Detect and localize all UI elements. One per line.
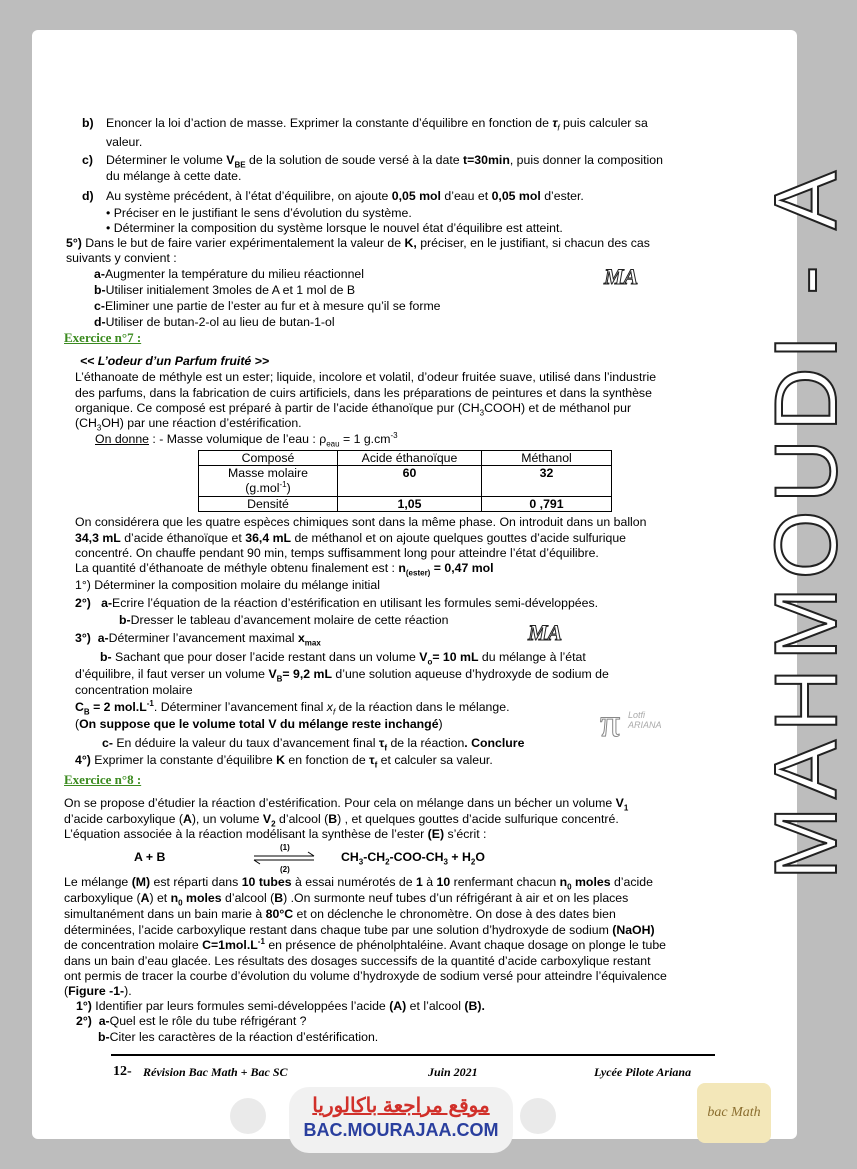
- table-cell: 60: [338, 466, 482, 497]
- equation-left: A + B: [134, 850, 166, 864]
- table-cell: 32: [482, 466, 612, 497]
- ex8-p2: carboxylique (A) et $n_0$ moles d’alcool (B) .On surmonte neuf tubes d’un réfrigérant à air et on les places: [64, 891, 629, 908]
- q5-d: d-Utiliser de butan-2-ol au lieu de butan-1-ol: [94, 315, 335, 329]
- table-header-row: [199, 451, 612, 466]
- ex7-q4: 4°) Exprimer la constante d’équilibre K en fonction de $\tau_f$ et calculer sa valeur.: [75, 753, 493, 770]
- table-row: [199, 497, 612, 512]
- ex7-on-donne: On donne : - Masse volumique de l’eau : $\rho_{eau} = 1$ $g.cm^{-3}$: [95, 430, 398, 449]
- q-d-bullet1: • Préciser en le justifiant le sens d’évolution du système.: [106, 206, 412, 220]
- table-cell: Masse molaire (g.mol$^{-1}$): [199, 466, 338, 497]
- footer-rule: [111, 1054, 715, 1056]
- table-cell: 1,05: [338, 497, 482, 512]
- ex7-subtitle: << L’odeur d’un Parfum fruité >>: [80, 354, 270, 368]
- q-b-line2: valeur.: [106, 135, 143, 149]
- q5-line2: suivants y convient :: [66, 251, 177, 265]
- q5-c: c-Eliminer une partie de l’ester au fur et à mesure qu’il se forme: [94, 299, 441, 313]
- footer-right: Lycée Pilote Ariana: [594, 1065, 692, 1079]
- side-title: MAHMOUDI - A: [756, 163, 855, 880]
- ex7-q2b: b-Dresser le tableau d’avancement molaire de cette réaction: [119, 613, 449, 627]
- equilibrium-arrow: [250, 843, 320, 875]
- q5-b: b-Utiliser initialement 3moles de A et 1 mol de B: [94, 283, 356, 297]
- ex7-q3b-line1: b- Sachant que pour doser l’acide restant dans un volume $V_o= 10$ mL du mélange à l’état: [100, 650, 586, 667]
- ex7-q3b-line2: d’équilibre, il faut verser un volume $V_B= 9,2$ mL d’une solution aqueuse d’hydroxyde de sodium de: [75, 667, 609, 684]
- book-logo-right: [520, 1098, 556, 1134]
- q-c-line2: du mélange à cette date.: [106, 169, 242, 183]
- ex7-p2: 34,3 mL d’acide éthanoïque et 36,4 mL de méthanol et on ajoute quelques gouttes d’acide sulfurique: [75, 531, 627, 545]
- q-b-line1: Enoncer la loi d’action de masse. Exprimer la constante d’équilibre en fonction de $\tau_f$ puis calculer sa: [106, 116, 648, 133]
- table-header: Acide éthanoïque: [338, 451, 482, 466]
- data-table: [198, 450, 612, 512]
- table-header: Méthanol: [482, 451, 612, 466]
- arrow-label-1: (1): [280, 843, 290, 852]
- watermark-logo: [598, 700, 678, 745]
- q5-line1: 5°) Dans le but de faire varier expérimentalement la valeur de K, préciser, en le justifiant, si chacun des cas: [66, 236, 650, 250]
- banner-url[interactable]: BAC.MOURAJAA.COM: [303, 1120, 499, 1140]
- ex7-q2a: 2°) a-Ecrire l’équation de la réaction d’estérification en utilisant les formules semi-développées.: [75, 596, 599, 610]
- q-c-label: c): [82, 153, 93, 167]
- ex7-p4: La quantité d’éthanoate de méthyle obtenu finalement est : $n_{(ester)} = 0,47$ mol: [75, 561, 494, 578]
- ex8-p7: ont permis de tracer la courbe d’évolution du volume d’hydroxyde de sodium versé pour atteindre l’équivalence: [64, 969, 667, 983]
- q-d-bullet2: • Déterminer la composition du système lorsque le nouvel état d’équilibre est atteint.: [106, 221, 563, 235]
- ex7-q3b-line3: concentration molaire: [75, 683, 193, 697]
- ex7-p1: On considérera que les quatre espèces chimiques sont dans la même phase. On introduit dans un ballon: [75, 515, 647, 529]
- equation-right: $CH_3-CH_2-COO-CH_3 + H_2O$: [341, 850, 485, 867]
- q-c-line1: Déterminer le volume $V_{BE}$ de la solution de soude versé à la date t=30min, puis donner la composition: [106, 153, 663, 170]
- ex7-title: Exercice n°7 :: [64, 330, 142, 345]
- ex8-p5: de concentration molaire $C=1mol.L^{-1}$ en présence de phénolphtaléine. Avant chaque dosage on plonge le tube: [64, 936, 667, 952]
- q-d-label: d): [82, 189, 94, 203]
- ex7-q3c: c- En déduire la valeur du taux d’avancement final $\tau_f$ de la réaction. Conclure: [102, 736, 525, 753]
- ex7-q1: 1°) Déterminer la composition molaire du mélange initial: [75, 578, 380, 592]
- ex7-q3b-line5: (On suppose que le volume total V du mélange reste inchangé): [75, 717, 443, 731]
- ex7-intro4: $(CH_3OH)$ par une réaction d’estérification.: [75, 416, 302, 433]
- q-b-label: b): [82, 116, 94, 130]
- ex8-p1: Le mélange (M) est réparti dans 10 tubes à essai numérotés de 1 à 10 renfermant chacun $n_0$ moles d’acide: [64, 875, 653, 892]
- q-d-line1: Au système précédent, à l’état d’équilibre, on ajoute 0,05 mol d’eau et 0,05 mol d’ester.: [106, 189, 584, 203]
- ex7-q3a: 3°) a-Déterminer l’avancement maximal $x_{max}$: [75, 631, 321, 648]
- footer-left: Révision Bac Math + Bac SC: [143, 1065, 288, 1079]
- ex7-intro1: L’éthanoate de méthyle est un ester; liquide, incolore et volatil, d’odeur fruitée suave, utilisé dans l’industrie: [75, 370, 657, 384]
- banner-arabic: موقع مراجعة باكالوريا: [312, 1095, 490, 1117]
- ex8-l3: L’équation associée à la réaction modélisant la synthèse de l’ester (E) s’écrit :: [64, 827, 487, 841]
- ex8-q2a: 2°) a-Quel est le rôle du tube réfrigérant ?: [76, 1014, 307, 1028]
- website-banner[interactable]: [289, 1087, 513, 1153]
- signature-mark-2: MA: [528, 620, 563, 645]
- table-cell: Densité: [199, 497, 338, 512]
- ex8-l2: d’acide carboxylique (A), un volume $V_2$ d’alcool (B) , et quelques gouttes d’acide sulfurique concentré.: [64, 812, 619, 829]
- ex8-p8: (Figure -1-).: [64, 984, 132, 998]
- ex8-p3: simultanément dans un bain marie à 80°C et on déclenche le chronomètre. On dose à des dates bien: [64, 907, 616, 921]
- table-header: Composé: [199, 451, 338, 466]
- footer-center: Juin 2021: [428, 1065, 478, 1079]
- table-row: [199, 466, 612, 497]
- svg-text:π: π: [600, 700, 621, 745]
- ex7-intro3: organique. Ce composé est préparé à partir de l’acide éthanoïque pur $(CH_3COOH)$ et de méthanol pur: [75, 401, 632, 418]
- book-logo-left: [230, 1098, 266, 1134]
- footer-page-number: 12-: [113, 1064, 132, 1079]
- ex8-l1: On se propose d’étudier la réaction d’estérification. Pour cela on mélange dans un bécher un volume $V_1$: [64, 796, 629, 813]
- ex8-q2b: b-Citer les caractères de la réaction d’estérification.: [98, 1030, 379, 1044]
- arrow-label-2: (2): [280, 865, 290, 874]
- ex8-p6: dans un bain d’eau glacée. Les résultats des dosages successifs de la quantité d’acide carboxylique restant: [64, 954, 651, 968]
- ex8-title: Exercice n°8 :: [64, 772, 142, 787]
- bacmath-logo: bac Math: [697, 1083, 771, 1143]
- ex8-q1: 1°) Identifier par leurs formules semi-développées l’acide (A) et l’alcool (B).: [76, 999, 485, 1013]
- signature-mark: MA: [604, 264, 639, 289]
- ex8-p4: déterminées, l’acide carboxylique restant dans chaque tube par une solution d’hydroxyde de sodium (NaOH): [64, 923, 655, 937]
- watermark-text: Lotfi ARIANA: [628, 710, 662, 730]
- q5-a: a-Augmenter la température du milieu réactionnel: [94, 267, 364, 281]
- ex7-q3b-line4: $C_B = 2$ $mol.L^{-1}$. Déterminer l’avancement final $x_f$ de la réaction dans le mélange.: [75, 698, 510, 717]
- ex7-p3: concentré. On chauffe pendant 90 min, temps suffisamment long pour atteindre l’état d’équilibre.: [75, 546, 599, 560]
- table-cell: 0 ,791: [482, 497, 612, 512]
- ex7-intro2: des parfums, dans la fabrication de cuirs artificiels, dans les préparations de peintures et dans la synthèse: [75, 386, 652, 400]
